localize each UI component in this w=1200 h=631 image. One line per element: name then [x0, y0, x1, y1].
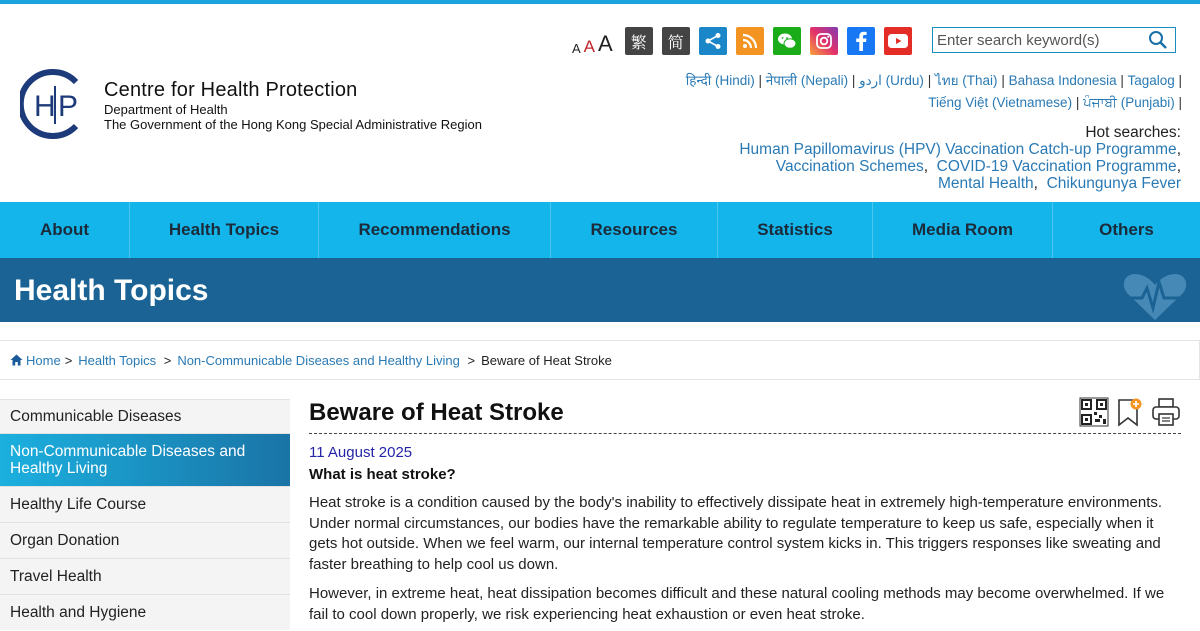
sidebar-item-travel-health[interactable]: Travel Health	[0, 558, 290, 594]
lang-tagalog-link[interactable]: Tagalog	[1127, 73, 1175, 88]
hot-search-link[interactable]: Vaccination Schemes	[775, 158, 924, 175]
breadcrumb-home[interactable]: Home	[26, 352, 61, 368]
top-accent-line	[0, 0, 1200, 4]
lang-nepali-link[interactable]: नेपाली (Nepali)	[765, 73, 849, 88]
youtube-icon[interactable]	[884, 27, 912, 55]
search-input[interactable]	[933, 28, 1143, 52]
lang-hindi-link[interactable]: हिन्दी (Hindi)	[685, 73, 755, 88]
header-toolbar	[572, 27, 912, 55]
nav-others[interactable]: Others	[1099, 220, 1154, 239]
hot-search-link[interactable]: Chikungunya Fever	[1046, 175, 1181, 192]
lang-thai-link[interactable]: ไทย (Thai)	[934, 73, 998, 88]
hot-searches-title: Hot searches:	[1085, 124, 1181, 141]
language-links: हिन्दी (Hindi) | नेपाली (Nepali) | اردو (Urdu) | ไทย (Thai) | Bahasa Indonesia | Tagalog | Tiếng Việt (Vietnamese) | ਪੰਜਾਬੀ (Punjabi) |	[685, 73, 1182, 110]
org-department: Department of Health	[104, 102, 228, 117]
bookmark-icon[interactable]	[1117, 397, 1143, 427]
breadcrumb: Home > Health Topics > Non-Communicable Diseases and Healthy Living > Beware of Heat Stroke	[0, 340, 1200, 380]
organisation-name[interactable]	[104, 79, 482, 132]
search-box	[932, 27, 1176, 53]
hot-search-link[interactable]: Mental Health	[938, 175, 1034, 192]
lang-indonesian-link[interactable]: Bahasa Indonesia	[1008, 73, 1117, 88]
main-content	[309, 394, 1181, 625]
heart-pulse-icon	[1120, 270, 1190, 322]
share-icon[interactable]	[699, 27, 727, 55]
qr-code-icon[interactable]	[1079, 397, 1109, 427]
page-title: Beware of Heat Stroke	[309, 399, 564, 426]
sidebar-item-organ-donation[interactable]: Organ Donation	[0, 522, 290, 558]
nav-health-topics[interactable]: Health Topics	[130, 202, 319, 258]
sidebar-item-communicable-diseases[interactable]: Communicable Diseases	[0, 399, 290, 433]
nav-statistics[interactable]: Statistics	[718, 202, 873, 258]
title-row	[309, 394, 1181, 434]
nav-recommendations[interactable]: Recommendations	[319, 202, 551, 258]
rss-icon[interactable]	[736, 27, 764, 55]
chp-logo[interactable]	[20, 68, 88, 140]
sidebar-item-health-hygiene[interactable]: Health and Hygiene	[0, 594, 290, 630]
main-nav	[0, 202, 1200, 258]
svg-text:H: H	[34, 90, 56, 123]
lang-punjabi-link[interactable]: ਪੰਜਾਬੀ (Punjabi)	[1083, 95, 1175, 110]
svg-text:P: P	[58, 90, 79, 123]
print-icon[interactable]	[1151, 397, 1181, 427]
font-size-medium-button[interactable]: A	[583, 37, 596, 56]
facebook-icon[interactable]	[847, 27, 875, 55]
hot-search-link[interactable]: COVID-19 Vaccination Programme	[936, 158, 1177, 175]
breadcrumb-current: Beware of Heat Stroke	[481, 352, 612, 368]
article-question: What is heat stroke?	[309, 466, 456, 483]
hot-searches: Hot searches: Human Papillomavirus (HPV) Vaccination Catch-up Programme, Vaccination Schemes, COVID-19 Vaccination Programme, Mental Health, Chikungunya Fever	[739, 124, 1181, 192]
font-size-large-button[interactable]: A	[598, 31, 613, 56]
nav-about[interactable]: About	[0, 202, 130, 258]
lang-urdu-link[interactable]: اردو (Urdu)	[859, 73, 924, 88]
page-tools	[1079, 397, 1181, 427]
banner-title: Health Topics	[14, 274, 209, 307]
instagram-icon[interactable]	[810, 27, 838, 55]
article-paragraph: However, in extreme heat, heat dissipation becomes difficult and these natural cooling methods may become overwhelmed. If we fail to cool down properly, we risk experiencing heat exhaustion or even heat stroke.	[309, 585, 1165, 623]
nav-resources[interactable]: Resources	[551, 202, 718, 258]
search-icon[interactable]	[1143, 28, 1173, 52]
article-paragraph: Heat stroke is a condition caused by the body's inability to effectively dissipate heat in extremely high-temperature environments. Under normal circumstances, our bodies have the remarkable ability to regulate temperature to keep us safe, especially when it gets hot outside. When we feel warm, our internal temperature control system kicks in. This triggers responses like sweating and faster breathing to help cool us down.	[309, 494, 1163, 573]
breadcrumb-ncd[interactable]: Non-Communicable Diseases and Healthy Living	[177, 352, 460, 368]
traditional-chinese-button[interactable]: 繁	[625, 27, 653, 55]
hot-search-link[interactable]: Human Papillomavirus (HPV) Vaccination Catch-up Programme	[739, 141, 1177, 158]
sidebar-item-ncd[interactable]: Non-Communicable Diseases and Healthy Living	[0, 433, 290, 486]
sidebar	[0, 399, 290, 630]
lang-vietnamese-link[interactable]: Tiếng Việt (Vietnamese)	[928, 95, 1073, 110]
nav-media-room[interactable]: Media Room	[873, 202, 1053, 258]
org-government: The Government of the Hong Kong Special Administrative Region	[104, 117, 482, 132]
breadcrumb-health-topics[interactable]: Health Topics	[78, 352, 157, 368]
home-icon[interactable]	[10, 354, 23, 366]
section-banner	[0, 258, 1200, 322]
article-date: 11 August 2025	[309, 444, 413, 461]
wechat-icon[interactable]	[773, 27, 801, 55]
font-size-small-button[interactable]: A	[572, 41, 581, 56]
simplified-chinese-button[interactable]: 简	[662, 27, 690, 55]
org-title: Centre for Health Protection	[104, 79, 358, 101]
sidebar-item-healthy-life-course[interactable]: Healthy Life Course	[0, 486, 290, 522]
